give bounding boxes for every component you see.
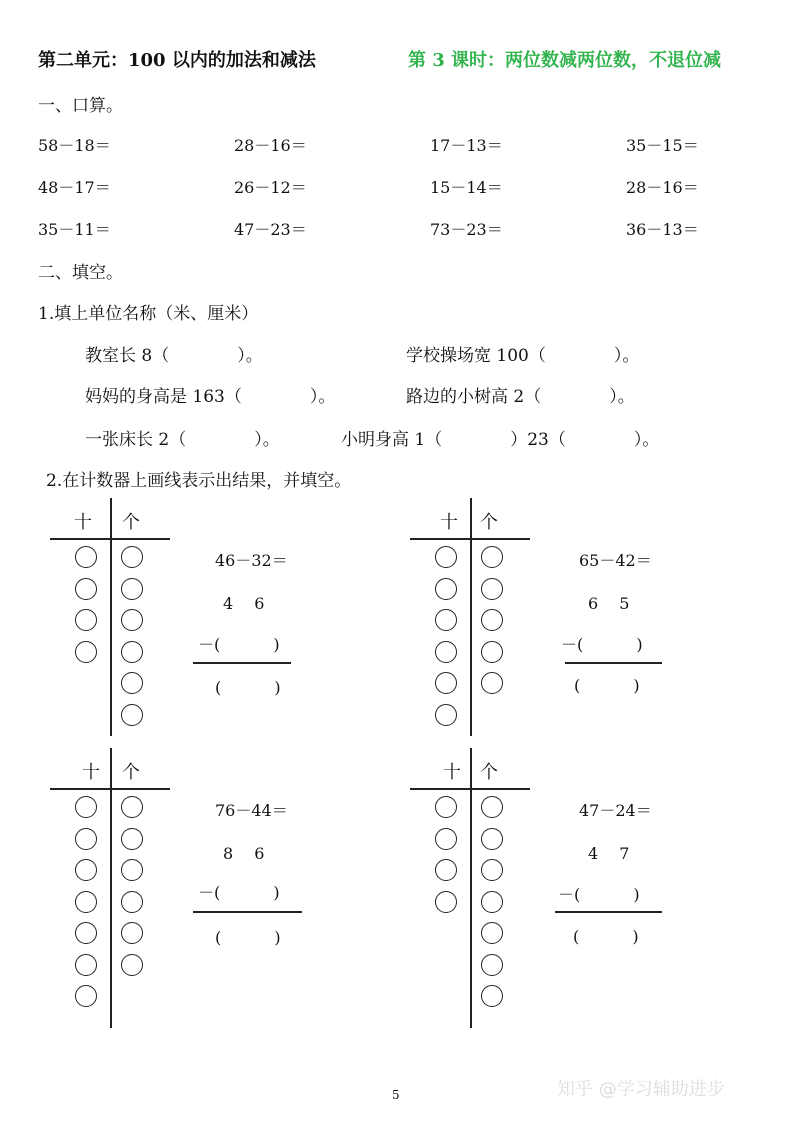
tens-bead — [75, 859, 97, 881]
tens-bead — [75, 578, 97, 600]
fill-blank-item[interactable]: 一张床长 2（ ）。 — [85, 430, 280, 450]
calc-equation: 46－32＝ — [215, 551, 288, 570]
counter-divider-vertical — [110, 748, 112, 1028]
tens-header: 十 — [74, 512, 92, 533]
tens-bead — [75, 828, 97, 850]
lesson-title: 第 3 课时：两位数减两位数，不退位减 — [408, 50, 722, 71]
oral-equation: 35－15＝ — [626, 136, 699, 155]
calc-digits: 4 6 — [223, 594, 265, 613]
tens-bead — [435, 578, 457, 600]
calc-result-blank[interactable]: ( ) — [573, 927, 639, 946]
oral-equation: 36－13＝ — [626, 220, 699, 239]
oral-equation: 26－12＝ — [234, 178, 307, 197]
calc-equation: 65－42＝ — [579, 551, 652, 570]
tens-bead — [435, 672, 457, 694]
section-fill-heading: 二、填空。 — [38, 263, 123, 283]
ones-bead — [121, 609, 143, 631]
tens-bead — [75, 891, 97, 913]
ones-bead — [481, 828, 503, 850]
calc-line — [193, 662, 291, 664]
fill-blank-item[interactable]: 教室长 8（ ）。 — [85, 346, 263, 366]
ones-header: 个 — [122, 762, 140, 783]
oral-equation: 15－14＝ — [430, 178, 503, 197]
ones-bead — [481, 672, 503, 694]
ones-bead — [121, 672, 143, 694]
tens-bead — [435, 609, 457, 631]
tens-bead — [75, 796, 97, 818]
ones-bead — [121, 546, 143, 568]
question-1-prompt: 1.填上单位名称（米、厘米） — [38, 304, 259, 324]
ones-bead — [121, 641, 143, 663]
ones-bead — [481, 578, 503, 600]
tens-header: 十 — [440, 512, 458, 533]
fill-blank-item[interactable]: 小明身高 1（ ）23（ ）。 — [341, 430, 660, 450]
calc-digits: 4 7 — [588, 844, 630, 863]
calc-digits: 6 5 — [588, 594, 630, 613]
page-number: 5 — [392, 1088, 400, 1102]
tens-bead — [75, 546, 97, 568]
ones-bead — [481, 609, 503, 631]
fill-blank-item[interactable]: 妈妈的身高是 163（ ）。 — [85, 387, 336, 407]
calc-result-blank[interactable]: ( ) — [215, 678, 281, 697]
vertical-calculation — [555, 798, 675, 948]
calc-subtrahend-blank[interactable]: －( ) — [558, 885, 640, 904]
tens-bead — [75, 922, 97, 944]
ones-bead — [121, 578, 143, 600]
calc-equation: 76－44＝ — [215, 801, 288, 820]
tens-bead — [435, 891, 457, 913]
oral-equation: 48－17＝ — [38, 178, 111, 197]
calc-line — [193, 911, 302, 913]
calc-result-blank[interactable]: ( ) — [574, 676, 640, 695]
ones-bead — [481, 954, 503, 976]
counter-divider-vertical — [470, 748, 472, 1028]
fill-blank-item[interactable]: 学校操场宽 100（ ）。 — [406, 346, 640, 366]
oral-equation: 47－23＝ — [234, 220, 307, 239]
calc-subtrahend-blank[interactable]: －( ) — [561, 635, 643, 654]
question-2-prompt: 2.在计数器上画线表示出结果，并填空。 — [46, 471, 352, 491]
ones-bead — [121, 828, 143, 850]
calc-equation: 47－24＝ — [579, 801, 652, 820]
oral-equation: 58－18＝ — [38, 136, 111, 155]
ones-bead — [481, 641, 503, 663]
ones-bead — [481, 546, 503, 568]
ones-header: 个 — [122, 512, 140, 533]
ones-bead — [481, 796, 503, 818]
ones-bead — [481, 891, 503, 913]
ones-bead — [481, 985, 503, 1007]
calc-result-blank[interactable]: ( ) — [215, 928, 281, 947]
tens-bead — [435, 828, 457, 850]
ones-bead — [481, 922, 503, 944]
watermark: 知乎 @学习辅助进步 — [557, 1079, 725, 1100]
tens-bead — [75, 954, 97, 976]
calc-subtrahend-blank[interactable]: －( ) — [198, 635, 280, 654]
calc-line — [565, 662, 662, 664]
counter-abacus — [50, 498, 172, 736]
ones-header: 个 — [480, 762, 498, 783]
counter-abacus — [410, 498, 532, 736]
vertical-calculation — [560, 548, 670, 698]
ones-bead — [121, 954, 143, 976]
tens-bead — [435, 704, 457, 726]
tens-header: 十 — [443, 762, 461, 783]
section-oral-heading: 一、口算。 — [38, 96, 123, 116]
tens-bead — [435, 641, 457, 663]
tens-bead — [75, 985, 97, 1007]
counter-abacus — [410, 748, 532, 1028]
calc-line — [555, 911, 662, 913]
calc-subtrahend-blank[interactable]: －( ) — [198, 883, 280, 902]
tens-bead — [435, 546, 457, 568]
oral-equation: 35－11＝ — [38, 220, 111, 239]
tens-header: 十 — [82, 762, 100, 783]
oral-equation: 28－16＝ — [626, 178, 699, 197]
ones-bead — [121, 859, 143, 881]
oral-equation: 73－23＝ — [430, 220, 503, 239]
calc-digits: 8 6 — [223, 844, 265, 863]
tens-bead — [435, 796, 457, 818]
fill-blank-item[interactable]: 路边的小树高 2（ ）。 — [406, 387, 635, 407]
vertical-calculation — [193, 798, 313, 948]
vertical-calculation — [193, 548, 303, 698]
oral-equation: 28－16＝ — [234, 136, 307, 155]
tens-bead — [435, 859, 457, 881]
ones-bead — [121, 704, 143, 726]
ones-bead — [481, 859, 503, 881]
tens-bead — [75, 609, 97, 631]
counter-abacus — [50, 748, 172, 1028]
counter-divider-vertical — [110, 498, 112, 736]
ones-header: 个 — [480, 512, 498, 533]
counter-divider-vertical — [470, 498, 472, 736]
ones-bead — [121, 796, 143, 818]
ones-bead — [121, 891, 143, 913]
oral-equation: 17－13＝ — [430, 136, 503, 155]
tens-bead — [75, 641, 97, 663]
unit-title: 第二单元：100 以内的加法和减法 — [38, 50, 316, 71]
ones-bead — [121, 922, 143, 944]
